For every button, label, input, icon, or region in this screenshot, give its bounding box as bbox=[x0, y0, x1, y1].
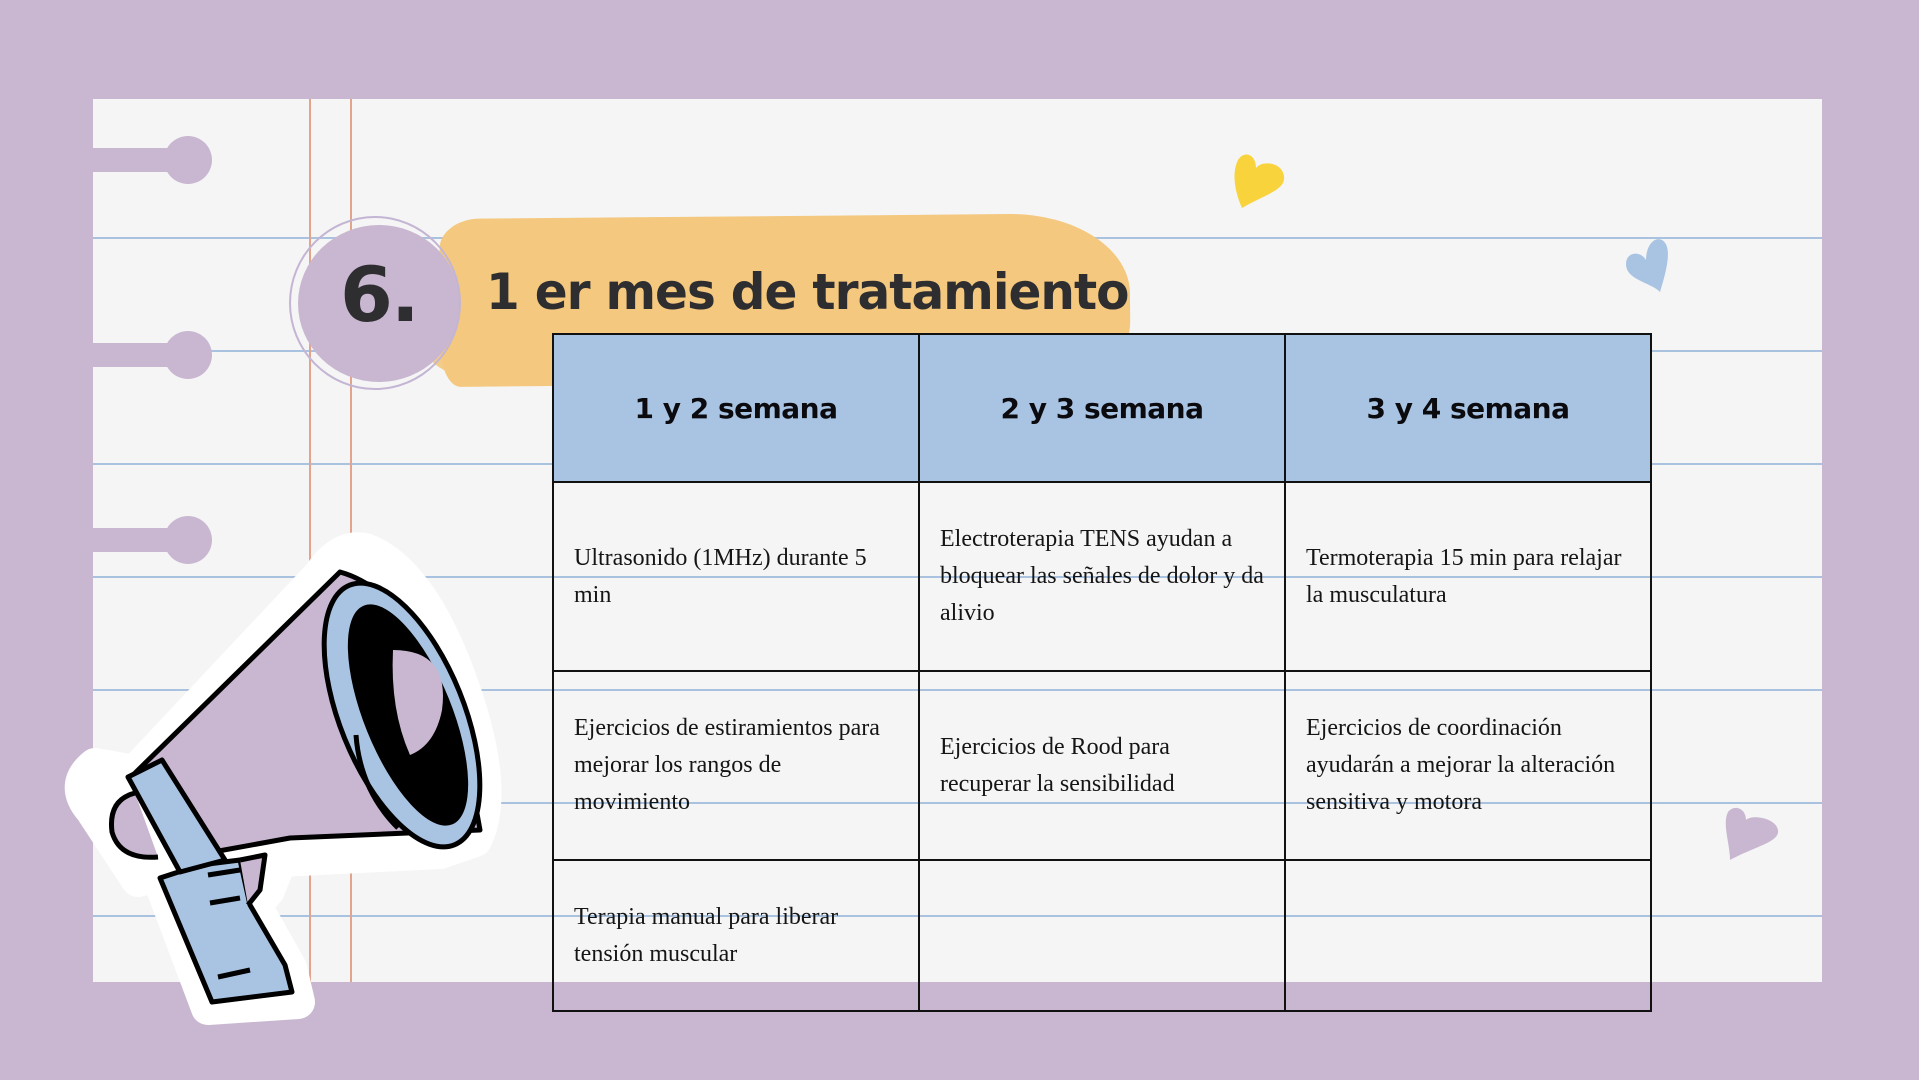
table-cell: Termoterapia 15 min para relajar la musculatura bbox=[1285, 482, 1651, 671]
heart-icon-blue bbox=[1620, 236, 1680, 296]
table-header-row bbox=[553, 334, 1651, 482]
slide-title: 1 er mes de tratamiento bbox=[486, 263, 1129, 321]
table-cell: Ejercicios de estiramientos para mejorar los rangos de movimiento bbox=[553, 671, 919, 860]
table-cell: Ejercicios de coordinación ayudarán a mejorar la alteración sensitiva y motora bbox=[1285, 671, 1651, 860]
table-cell: Ejercicios de Rood para recuperar la sensibilidad bbox=[919, 671, 1285, 860]
table-cell: Ultrasonido (1MHz) durante 5 min bbox=[553, 482, 919, 671]
section-number: 6. bbox=[340, 250, 418, 339]
table-cell: Electroterapia TENS ayudan a bloquear las señales de dolor y da alivio bbox=[919, 482, 1285, 671]
punch-hole bbox=[80, 325, 210, 385]
table-cell bbox=[919, 860, 1285, 1011]
table-row bbox=[553, 860, 1651, 1011]
treatment-plan-table bbox=[552, 333, 1652, 1012]
header-week-2-3: 2 y 3 semana bbox=[919, 334, 1285, 482]
table-row bbox=[553, 671, 1651, 860]
table-cell: Terapia manual para liberar tensión muscular bbox=[553, 860, 919, 1011]
punch-hole bbox=[80, 130, 210, 190]
table-row bbox=[553, 482, 1651, 671]
table-cell bbox=[1285, 860, 1651, 1011]
header-week-3-4: 3 y 4 semana bbox=[1285, 334, 1651, 482]
heart-icon-yellow bbox=[1232, 150, 1292, 212]
header-week-1-2: 1 y 2 semana bbox=[553, 334, 919, 482]
megaphone-icon bbox=[40, 510, 540, 1050]
heart-icon-purple bbox=[1722, 804, 1784, 864]
